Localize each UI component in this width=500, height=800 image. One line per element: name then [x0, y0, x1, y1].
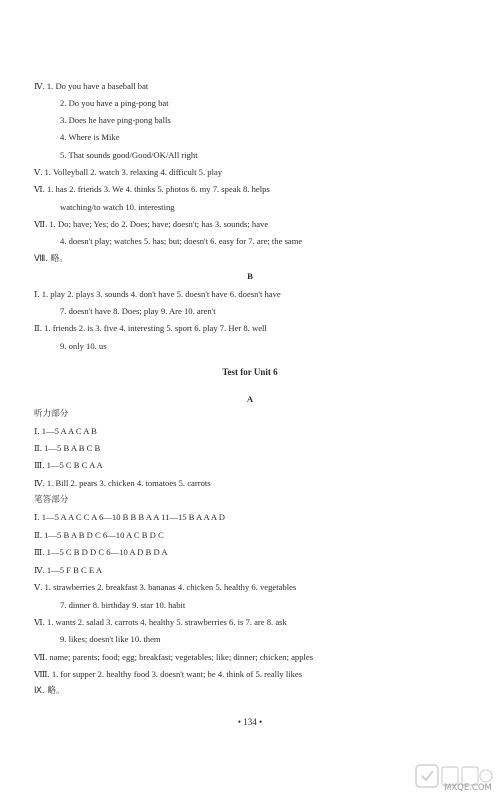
writing-i: Ⅰ. 1—5 A A C C A 6—10 B B B A A 11—15 B A A A D [34, 512, 226, 522]
writing-heading: 笔答部分 [34, 495, 69, 505]
b-i-answers-line1: Ⅰ. 1. play 2. plays 3. sounds 4. don't have 5. doesn't have 6. doesn't have [34, 289, 281, 299]
vi-answers-line2: watching/to watch 10. interesting [60, 202, 175, 212]
v-answers: Ⅴ. 1. Volleyball 2. watch 3. relaxing 4. difficult 5. play [34, 167, 223, 177]
test-section-a-heading: A [246, 394, 254, 404]
listening-iii: Ⅲ. 1—5 C B C A A [34, 460, 103, 470]
iv-item-4: 4. Where is Mike [60, 132, 120, 142]
watermark-url: MXQE.COM [444, 783, 492, 793]
test-title: Test for Unit 6 [222, 367, 278, 377]
writing-vii: Ⅶ. name; parents; food; egg; breakfast; vegetables; like; dinner; chicken; apples [34, 652, 314, 662]
writing-v-line2: 7. dinner 8. birthday 9. star 10. habit [60, 600, 186, 610]
writing-ii: Ⅱ. 1—5 B A B D C 6—10 A C B D C [34, 530, 164, 540]
b-ii-answers-line1: Ⅱ. 1. friends 2. is 3. five 4. interesting 5. sport 6. play 7. Her 8. well [34, 323, 267, 333]
writing-viii: Ⅷ. 1. for supper 2. healthy food 3. doesn't want; be 4. think of 5. really likes [34, 669, 303, 679]
vi-answers-line1: Ⅵ. 1. has 2. friends 3. We 4. thinks 5. photos 6. my 7. speak 8. helps [34, 184, 270, 194]
listening-ii: Ⅱ. 1—5 B A B C B [34, 443, 101, 453]
listening-iv: Ⅳ. 1. Bill 2. pears 3. chicken 4. tomatoes 5. carrots [34, 478, 211, 488]
writing-ix: Ⅸ. 略。 [34, 686, 65, 696]
iv-item-3: 3. Does he have ping-pong balls [60, 115, 171, 125]
b-ii-answers-line2: 9. only 10. us [60, 341, 107, 351]
writing-vi-line1: Ⅵ. 1. wants 2. salad 3. carrots 4. healthy 5. strawberries 6. is 7. are 8. ask [34, 617, 287, 627]
listening-heading: 听力部分 [34, 409, 69, 419]
writing-v-line1: Ⅴ. 1. strawberries 2. breakfast 3. bananas 4. chicken 5. healthy 6. vegetables [34, 582, 297, 592]
iv-item-5: 5. That sounds good/Good/OK/All right [60, 150, 198, 160]
vii-answers-line2: 4. doesn't play; watches 5. has; but; doesn't 6. easy for 7. are; the same [60, 236, 303, 246]
section-b-heading: B [247, 271, 253, 281]
b-i-answers-line2: 7. doesn't have 8. Does; play 9. Are 10. aren't [60, 306, 216, 316]
iv-item-1: Ⅳ. 1. Do you have a baseball bat [34, 81, 149, 91]
writing-vi-line2: 9. likes; doesn't like 10. them [60, 634, 161, 644]
vii-answers-line1: Ⅶ. 1. Do; have; Yes; do 2. Does; have; doesn't; has 3. sounds; have [34, 219, 269, 229]
viii-answer: Ⅷ. 略。 [34, 254, 68, 264]
writing-iv: Ⅳ. 1—5 F B C E A [34, 565, 103, 575]
writing-iii: Ⅲ. 1—5 C B D D C 6—10 A D B D A [34, 547, 168, 557]
listening-i: Ⅰ. 1—5 A A C A B [34, 426, 97, 436]
iv-item-2: 2. Do you have a ping-pong bat [60, 98, 169, 108]
page-number: • 134 • [237, 717, 263, 727]
